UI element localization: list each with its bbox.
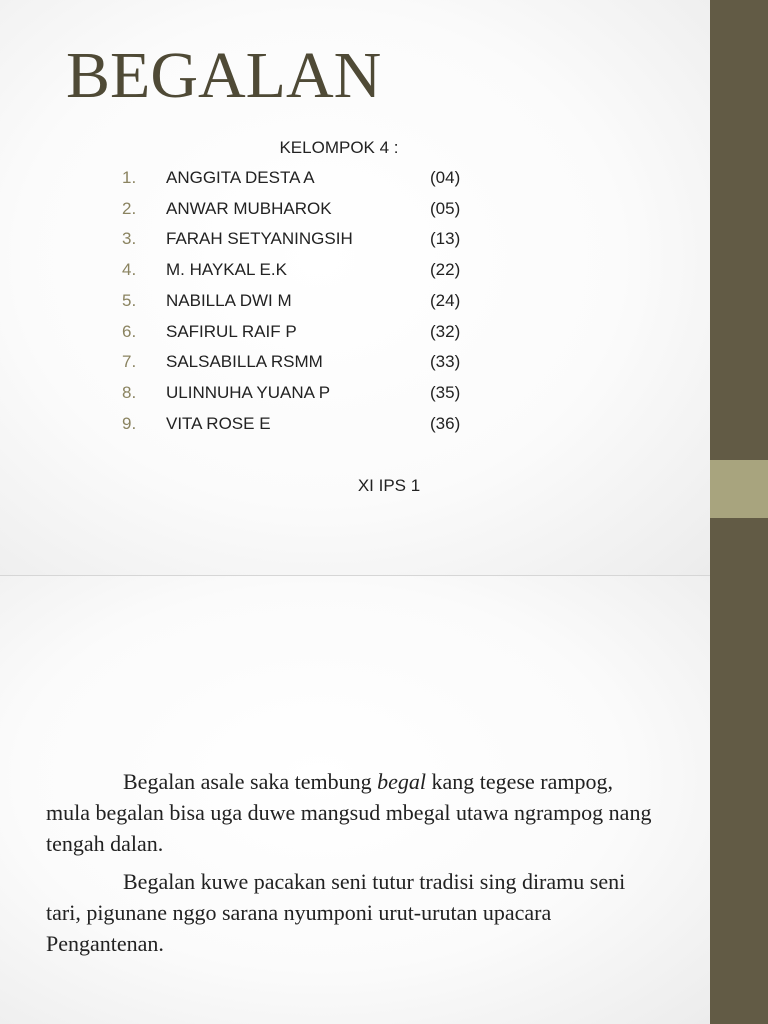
member-number: 1. — [122, 168, 137, 187]
member-code: (35) — [430, 382, 461, 402]
member-code: (33) — [430, 352, 461, 372]
member-number: 4. — [122, 260, 137, 280]
member-name: ANGGITA DESTA A — [166, 168, 315, 187]
member-code: (04) — [430, 168, 461, 187]
member-row — [0, 197, 710, 227]
member-number: 3. — [122, 229, 137, 249]
member-name: FARAH SETYANINGSIH — [166, 229, 353, 249]
paragraph-1-text-before: Begalan asale saka tembung — [123, 769, 378, 794]
member-code: (13) — [430, 229, 461, 249]
member-row — [0, 289, 710, 319]
member-number: 9. — [122, 413, 137, 433]
member-row — [0, 320, 710, 350]
member-name: ANWAR MUBHAROK — [166, 198, 332, 218]
member-number: 6. — [122, 321, 137, 341]
member-number: 7. — [122, 352, 137, 372]
side-bar-accent — [710, 460, 768, 518]
paragraph-2 — [46, 866, 656, 959]
member-number: 8. — [122, 382, 137, 402]
member-row — [0, 227, 710, 257]
member-row — [0, 258, 710, 288]
paragraph-2-text: Begalan kuwe pacakan seni tutur tradisi sing diramu seni tari, pigunane nggo sarana nyumponi urut-urutan upacara Pengantenan. — [46, 869, 626, 956]
class-label: XI IPS 1 — [357, 476, 421, 495]
member-name: SALSABILLA RSMM — [166, 352, 323, 372]
member-name: SAFIRUL RAIF P — [166, 321, 297, 341]
paragraph-1-emphasis: begal — [377, 769, 427, 794]
member-code: (22) — [430, 260, 461, 280]
member-name: NABILLA DWI M — [166, 290, 292, 310]
paragraph-1 — [46, 766, 656, 859]
member-row — [0, 381, 710, 411]
member-name: M. HAYKAL E.K — [166, 260, 287, 280]
slide-2 — [0, 576, 710, 1024]
member-number: 5. — [122, 290, 137, 310]
member-code: (05) — [430, 198, 461, 218]
member-row — [0, 350, 710, 380]
group-label: KELOMPOK 4 : — [279, 138, 399, 157]
paragraph-1-text-after: kang tegese rampog, mula begalan bisa uga duwe mangsud mbegal utawa ngrampog nang tengah dalan. — [46, 769, 652, 856]
member-name: VITA ROSE E — [166, 413, 271, 433]
slide-title: BEGALAN — [66, 39, 382, 112]
member-code: (32) — [430, 321, 461, 341]
member-row — [0, 166, 710, 196]
member-code: (36) — [430, 413, 461, 433]
member-number: 2. — [122, 198, 137, 218]
member-row — [0, 412, 710, 442]
member-code: (24) — [430, 290, 461, 310]
member-name: ULINNUHA YUANA P — [166, 382, 331, 402]
